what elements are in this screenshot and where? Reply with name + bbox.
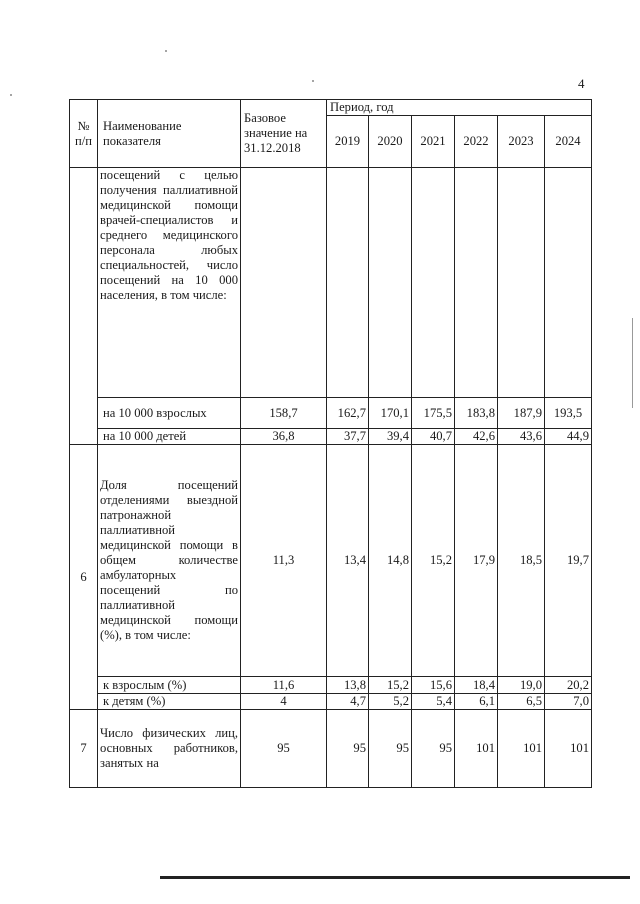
value-cell: 4,7 [327, 694, 369, 710]
header-period: Период, год [327, 100, 592, 116]
indicators-table [69, 99, 592, 788]
value-cell: 101 [498, 710, 545, 788]
base-value: 4 [241, 694, 327, 710]
empty-cell [412, 168, 455, 398]
value-cell: 193,5 [545, 398, 592, 429]
indicator-label: к детям (%) [98, 694, 241, 710]
value-cell: 175,5 [412, 398, 455, 429]
empty-cell [455, 168, 498, 398]
indicator-label: к взрослым (%) [98, 677, 241, 694]
base-value: 11,6 [241, 677, 327, 694]
row-num: 7 [70, 710, 98, 788]
row-num: 6 [70, 445, 98, 710]
empty-cell [327, 168, 369, 398]
value-cell: 170,1 [369, 398, 412, 429]
header-name: Наименование показателя [98, 100, 241, 168]
indicator-label: на 10 000 взрослых [98, 398, 241, 429]
value-cell: 40,7 [412, 429, 455, 445]
value-cell: 6,5 [498, 694, 545, 710]
year-cell: 2023 [498, 116, 545, 168]
page-number: 4 [578, 76, 585, 91]
value-cell: 18,5 [498, 445, 545, 677]
value-cell: 42,6 [455, 429, 498, 445]
value-cell: 15,2 [369, 677, 412, 694]
indicator-label: на 10 000 детей [98, 429, 241, 445]
value-cell: 162,7 [327, 398, 369, 429]
year-cell: 2022 [455, 116, 498, 168]
year-cell: 2024 [545, 116, 592, 168]
value-cell: 37,7 [327, 429, 369, 445]
indicator-label: посещений с целью получения паллиативной медицинской помощи врачей-специалистов и среднего медицинского персонала любых специальностей, число посещений на 10 000 населения, в том числе: [98, 168, 241, 398]
empty-cell [498, 168, 545, 398]
value-cell: 5,2 [369, 694, 412, 710]
scan-speck [165, 50, 167, 52]
value-cell: 18,4 [455, 677, 498, 694]
indicator-label: Число физических лиц, основных работников, занятых на [98, 710, 241, 788]
table-row [70, 710, 592, 788]
table-row [70, 429, 592, 445]
value-cell: 187,9 [498, 398, 545, 429]
value-cell: 13,4 [327, 445, 369, 677]
value-cell: 13,8 [327, 677, 369, 694]
value-cell: 6,1 [455, 694, 498, 710]
value-cell: 44,9 [545, 429, 592, 445]
value-cell: 95 [369, 710, 412, 788]
base-value: 95 [241, 710, 327, 788]
value-cell: 15,2 [412, 445, 455, 677]
base-value: 36,8 [241, 429, 327, 445]
value-cell: 101 [545, 710, 592, 788]
empty-cell [241, 168, 327, 398]
table-row [70, 445, 592, 677]
value-cell: 20,2 [545, 677, 592, 694]
value-cell: 43,6 [498, 429, 545, 445]
value-cell: 95 [412, 710, 455, 788]
row-num [70, 168, 98, 445]
indicator-label: Доля посещений отделениями выездной патронажной паллиативной медицинской помощи в общем количестве амбулаторных посещений по паллиативной медицинской помощи (%), в том числе: [98, 445, 241, 677]
value-cell: 95 [327, 710, 369, 788]
table-row [70, 168, 592, 398]
header-base: Базовое значение на 31.12.2018 [241, 100, 327, 168]
scan-speck [312, 80, 314, 82]
header-row [70, 100, 592, 116]
value-cell: 39,4 [369, 429, 412, 445]
year-cell: 2021 [412, 116, 455, 168]
value-cell: 5,4 [412, 694, 455, 710]
year-cell: 2019 [327, 116, 369, 168]
empty-cell [369, 168, 412, 398]
value-cell: 19,0 [498, 677, 545, 694]
header-num: № п/п [70, 100, 98, 168]
value-cell: 15,6 [412, 677, 455, 694]
value-cell: 7,0 [545, 694, 592, 710]
value-cell: 17,9 [455, 445, 498, 677]
table-row [70, 694, 592, 710]
empty-cell [545, 168, 592, 398]
value-cell: 183,8 [455, 398, 498, 429]
year-cell: 2020 [369, 116, 412, 168]
value-cell: 14,8 [369, 445, 412, 677]
value-cell: 101 [455, 710, 498, 788]
value-cell: 19,7 [545, 445, 592, 677]
table-row [70, 677, 592, 694]
base-value: 158,7 [241, 398, 327, 429]
table-row [70, 398, 592, 429]
scan-edge-line [632, 318, 633, 408]
scan-bottom-line [160, 876, 630, 879]
scan-speck [10, 94, 12, 96]
base-value: 11,3 [241, 445, 327, 677]
